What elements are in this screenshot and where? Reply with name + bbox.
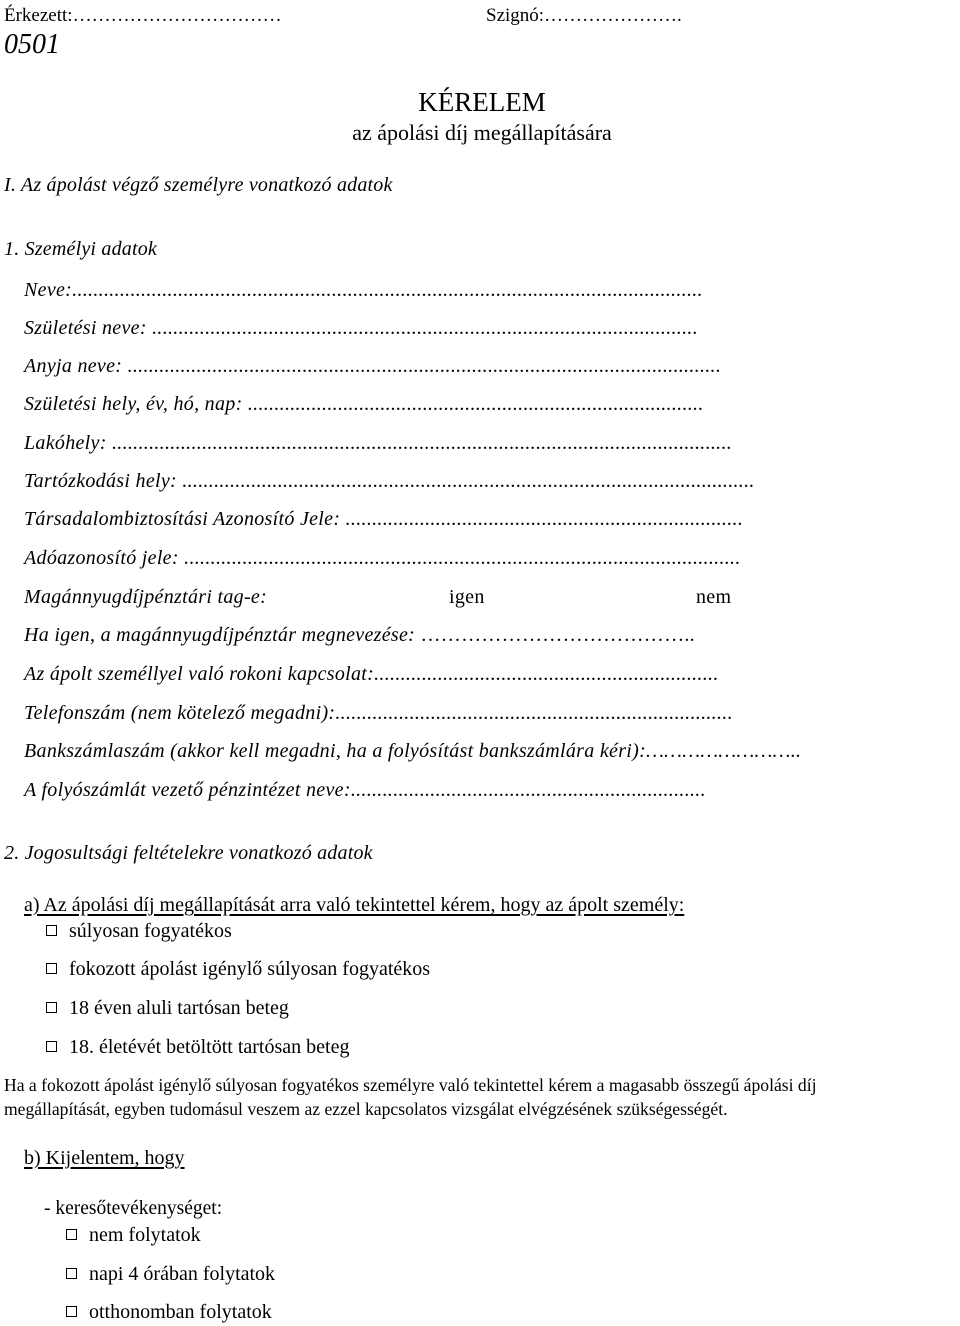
field-label: Társadalombiztosítási Azonosító Jele: [24,508,341,530]
field-dots[interactable]: ................................................................... [350,779,706,801]
section-a-heading: a) Az ápolási díj megállapítását arra való tekintettel kérem, hogy az ápolt személy: [24,894,685,916]
field-label: A folyószámlát vezető pénzintézet neve: [24,779,351,801]
checkbox-icon[interactable] [66,1306,77,1317]
field-dots[interactable]: …………………….. [646,740,802,762]
option-label: otthonomban folytatok [89,1301,272,1323]
field-note: (akkor kell megadni, ha a folyósítást bankszámlára kéri): [164,740,647,762]
field-dots[interactable]: ......................................................................................................... [184,547,741,569]
section-b-heading: b) Kijelentem, hogy [24,1147,185,1169]
checkbox-icon[interactable] [66,1268,77,1279]
field-label: Telefonszám (nem kötelező megadni): [24,702,336,724]
field-label: Neve: [24,279,73,301]
pension-member-label: Magánnyugdíjpénztári tag-e: [24,586,268,608]
field-dots[interactable]: ................................................................. [374,663,719,685]
field-name[interactable] [24,279,703,302]
field-residence[interactable] [24,432,732,455]
checkbox-icon[interactable] [66,1229,77,1240]
field-dots[interactable]: ........................................................................... [335,702,733,724]
option-under-18-chronic[interactable] [46,997,289,1020]
option-label: fokozott ápolást igénylő súlyosan fogyatékos [69,958,431,980]
field-label: Adóazonosító jele: [24,547,179,569]
field-dots[interactable]: ...................................................................................... [247,393,704,415]
option-no-employment[interactable] [66,1224,201,1247]
field-dots[interactable]: ....................................................................................................... [152,317,698,339]
field-tax-id[interactable] [24,547,741,570]
signature-field: Szignó:…………………. [486,5,682,26]
field-label: Bankszámlaszám [24,740,165,762]
document-title: KÉRELEM [418,87,546,117]
checkbox-icon[interactable] [46,963,57,974]
field-birth-name[interactable] [24,317,698,340]
option-4-hours-employment[interactable] [66,1263,275,1286]
field-label: Lakóhely: [24,432,107,454]
pension-no-option[interactable]: nem [696,586,732,608]
field-label: Anyja neve: [24,355,123,377]
field-label: Születési hely, év, hó, nap: [24,393,243,415]
field-dots[interactable]: ........................................................................... [345,508,744,530]
field-dots[interactable]: ................................................................................................................ [127,355,722,377]
pension-yes-option[interactable]: igen [449,586,485,608]
field-birth-place-date[interactable] [24,393,704,416]
field-phone[interactable] [24,702,733,725]
field-stay-place[interactable] [24,470,755,493]
form-code: 0501 [4,29,60,60]
option-label: nem folytatok [89,1224,201,1246]
field-label: Ha igen, a magánnyugdíjpénztár megnevezése: [24,624,416,646]
notice-line-2: megállapítását, egyben tudomásul veszem az ezzel kapcsolatos vizsgálat elvégzésének szükségességét. [4,1099,728,1119]
checkbox-icon[interactable] [46,1041,57,1052]
document-subtitle: az ápolási díj megállapítására [352,120,612,145]
option-home-employment[interactable] [66,1301,272,1324]
field-dots[interactable]: ............................................................................................................ [182,470,755,492]
field-relation[interactable] [24,663,719,686]
section-1-heading: I. Az ápolást végző személyre vonatkozó adatok [4,174,393,196]
field-label: Az ápolt személlyel való rokoni kapcsolat: [24,663,375,685]
checkbox-icon[interactable] [46,1002,57,1013]
field-dots[interactable]: ....................................................................................................................... [72,279,703,301]
checkbox-icon[interactable] [46,925,57,936]
employment-label: - keresőtevékenységet: [44,1198,223,1219]
option-severely-disabled[interactable] [46,920,232,943]
field-label: Tartózkodási hely: [24,470,177,492]
field-mother-name[interactable] [24,355,721,378]
pension-fund-name[interactable] [24,624,695,647]
field-dots[interactable]: ………………………………….. [420,624,695,646]
option-over-18-chronic[interactable] [46,1036,349,1059]
field-label: Születési neve: [24,317,147,339]
notice-line-1: Ha a fokozott ápolást igénylő súlyosan fogyatékos személyre való tekintettel kérem a magasabb összegű ápolási díj [4,1075,817,1095]
option-enhanced-care-disabled[interactable] [46,958,430,981]
option-label: súlyosan fogyatékos [69,920,232,942]
option-label: 18 éven aluli tartósan beteg [69,997,289,1019]
option-label: 18. életévét betöltött tartósan beteg [69,1036,350,1058]
option-label: napi 4 órában folytatok [89,1263,276,1285]
field-bank-name[interactable] [24,779,706,802]
field-taj[interactable] [24,508,743,531]
received-field: Érkezett:…………………………… [4,5,282,26]
field-dots[interactable]: ..................................................................................................................... [111,432,733,454]
section-2-heading: 2. Jogosultsági feltételekre vonatkozó adatok [4,842,373,864]
field-bank-account[interactable] [24,740,801,763]
personal-data-heading: 1. Személyi adatok [4,238,158,260]
